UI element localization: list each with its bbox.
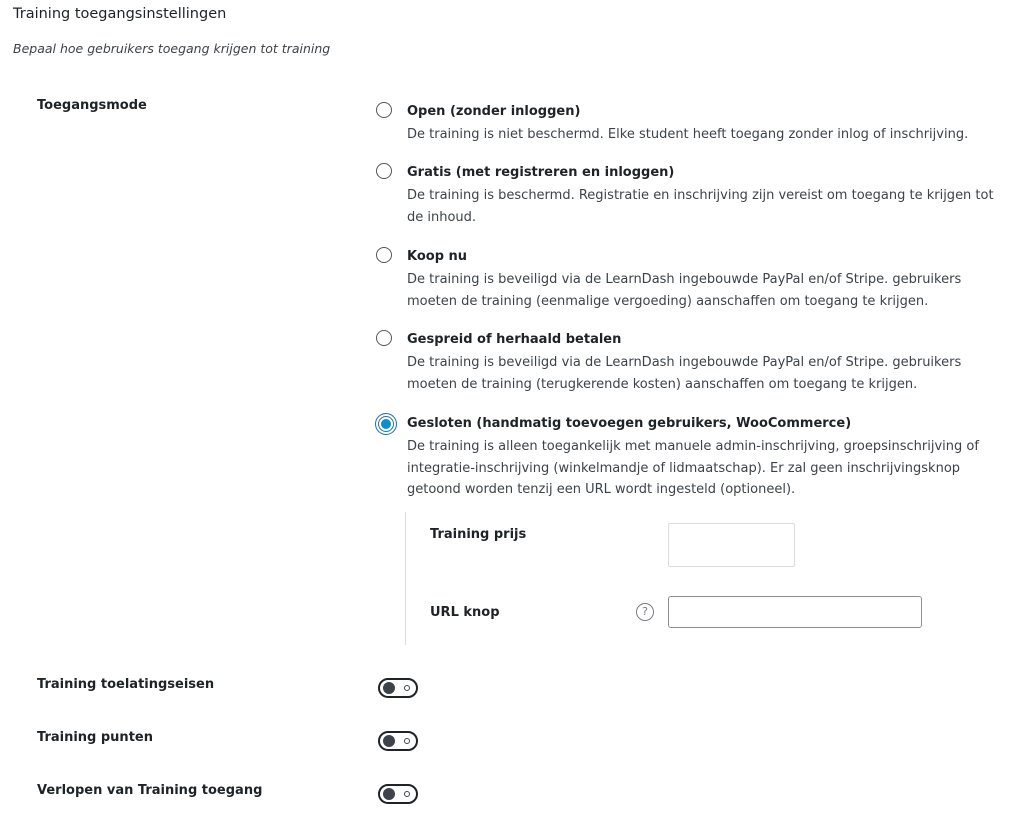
toggle-knob xyxy=(383,788,395,800)
radio-recurring[interactable] xyxy=(376,330,392,346)
option-description: De training is beveiligd via de LearnDash ingebouwde PayPal en/of Stripe. gebruikers moeten de training (eenmalige vergoeding) aanschaffen om toegang te krijgen. xyxy=(407,272,962,309)
access-mode-label: Toegangsmode xyxy=(37,98,147,113)
toggle-knob xyxy=(383,682,395,694)
option-description: De training is niet beschermd. Elke student heeft toegang zonder inlog of inschrijving. xyxy=(407,127,969,142)
url-label: URL knop xyxy=(430,605,500,620)
radio-closed[interactable] xyxy=(375,413,397,435)
prerequisites-label: Training toelatingseisen xyxy=(37,677,215,692)
radio-free[interactable] xyxy=(376,163,392,179)
points-toggle[interactable] xyxy=(378,731,418,751)
section-description: Bepaal hoe gebruikers toegang krijgen tot training xyxy=(13,41,331,56)
access-expiration-toggle[interactable] xyxy=(378,784,418,804)
section-title: Training toegangsinstellingen xyxy=(13,6,227,22)
access-expiration-label: Verlopen van Training toegang xyxy=(37,783,263,798)
points-label: Training punten xyxy=(37,730,153,745)
price-input[interactable] xyxy=(668,523,795,567)
radio-buy-now[interactable] xyxy=(376,247,392,263)
price-label: Training prijs xyxy=(430,527,527,542)
option-description: De training is beveiligd via de LearnDash ingebouwde PayPal en/of Stripe. gebruikers moeten de training (terugkerende kosten) aanschaffen om toegang te krijgen. xyxy=(407,355,962,392)
help-icon[interactable]: ? xyxy=(636,603,654,621)
toggle-off-indicator xyxy=(404,791,410,797)
option-title: Open (zonder inloggen) xyxy=(407,104,581,119)
option-description: De training is beschermd. Registratie en inschrijving zijn vereist om toegang te krijgen tot de inhoud. xyxy=(407,188,994,225)
toggle-off-indicator xyxy=(404,685,410,691)
option-description: De training is alleen toegankelijk met manuele admin-inschrijving, groepsinschrijving of integratie-inschrijving (winkelmandje of lidmaatschap). Er zal geen inschrijvingsknop getoond worden tenzij een URL wordt ingesteld (optioneel). xyxy=(407,439,979,497)
option-title: Koop nu xyxy=(407,249,468,264)
option-title: Gespreid of herhaald betalen xyxy=(407,332,622,347)
toggle-knob xyxy=(383,735,395,747)
prerequisites-toggle[interactable] xyxy=(378,678,418,698)
url-input[interactable] xyxy=(668,596,922,628)
option-title: Gesloten (handmatig toevoegen gebruikers, WooCommerce) xyxy=(407,416,852,431)
toggle-off-indicator xyxy=(404,738,410,744)
closed-settings-divider xyxy=(405,512,406,645)
radio-open[interactable] xyxy=(376,102,392,118)
option-title: Gratis (met registreren en inloggen) xyxy=(407,165,675,180)
